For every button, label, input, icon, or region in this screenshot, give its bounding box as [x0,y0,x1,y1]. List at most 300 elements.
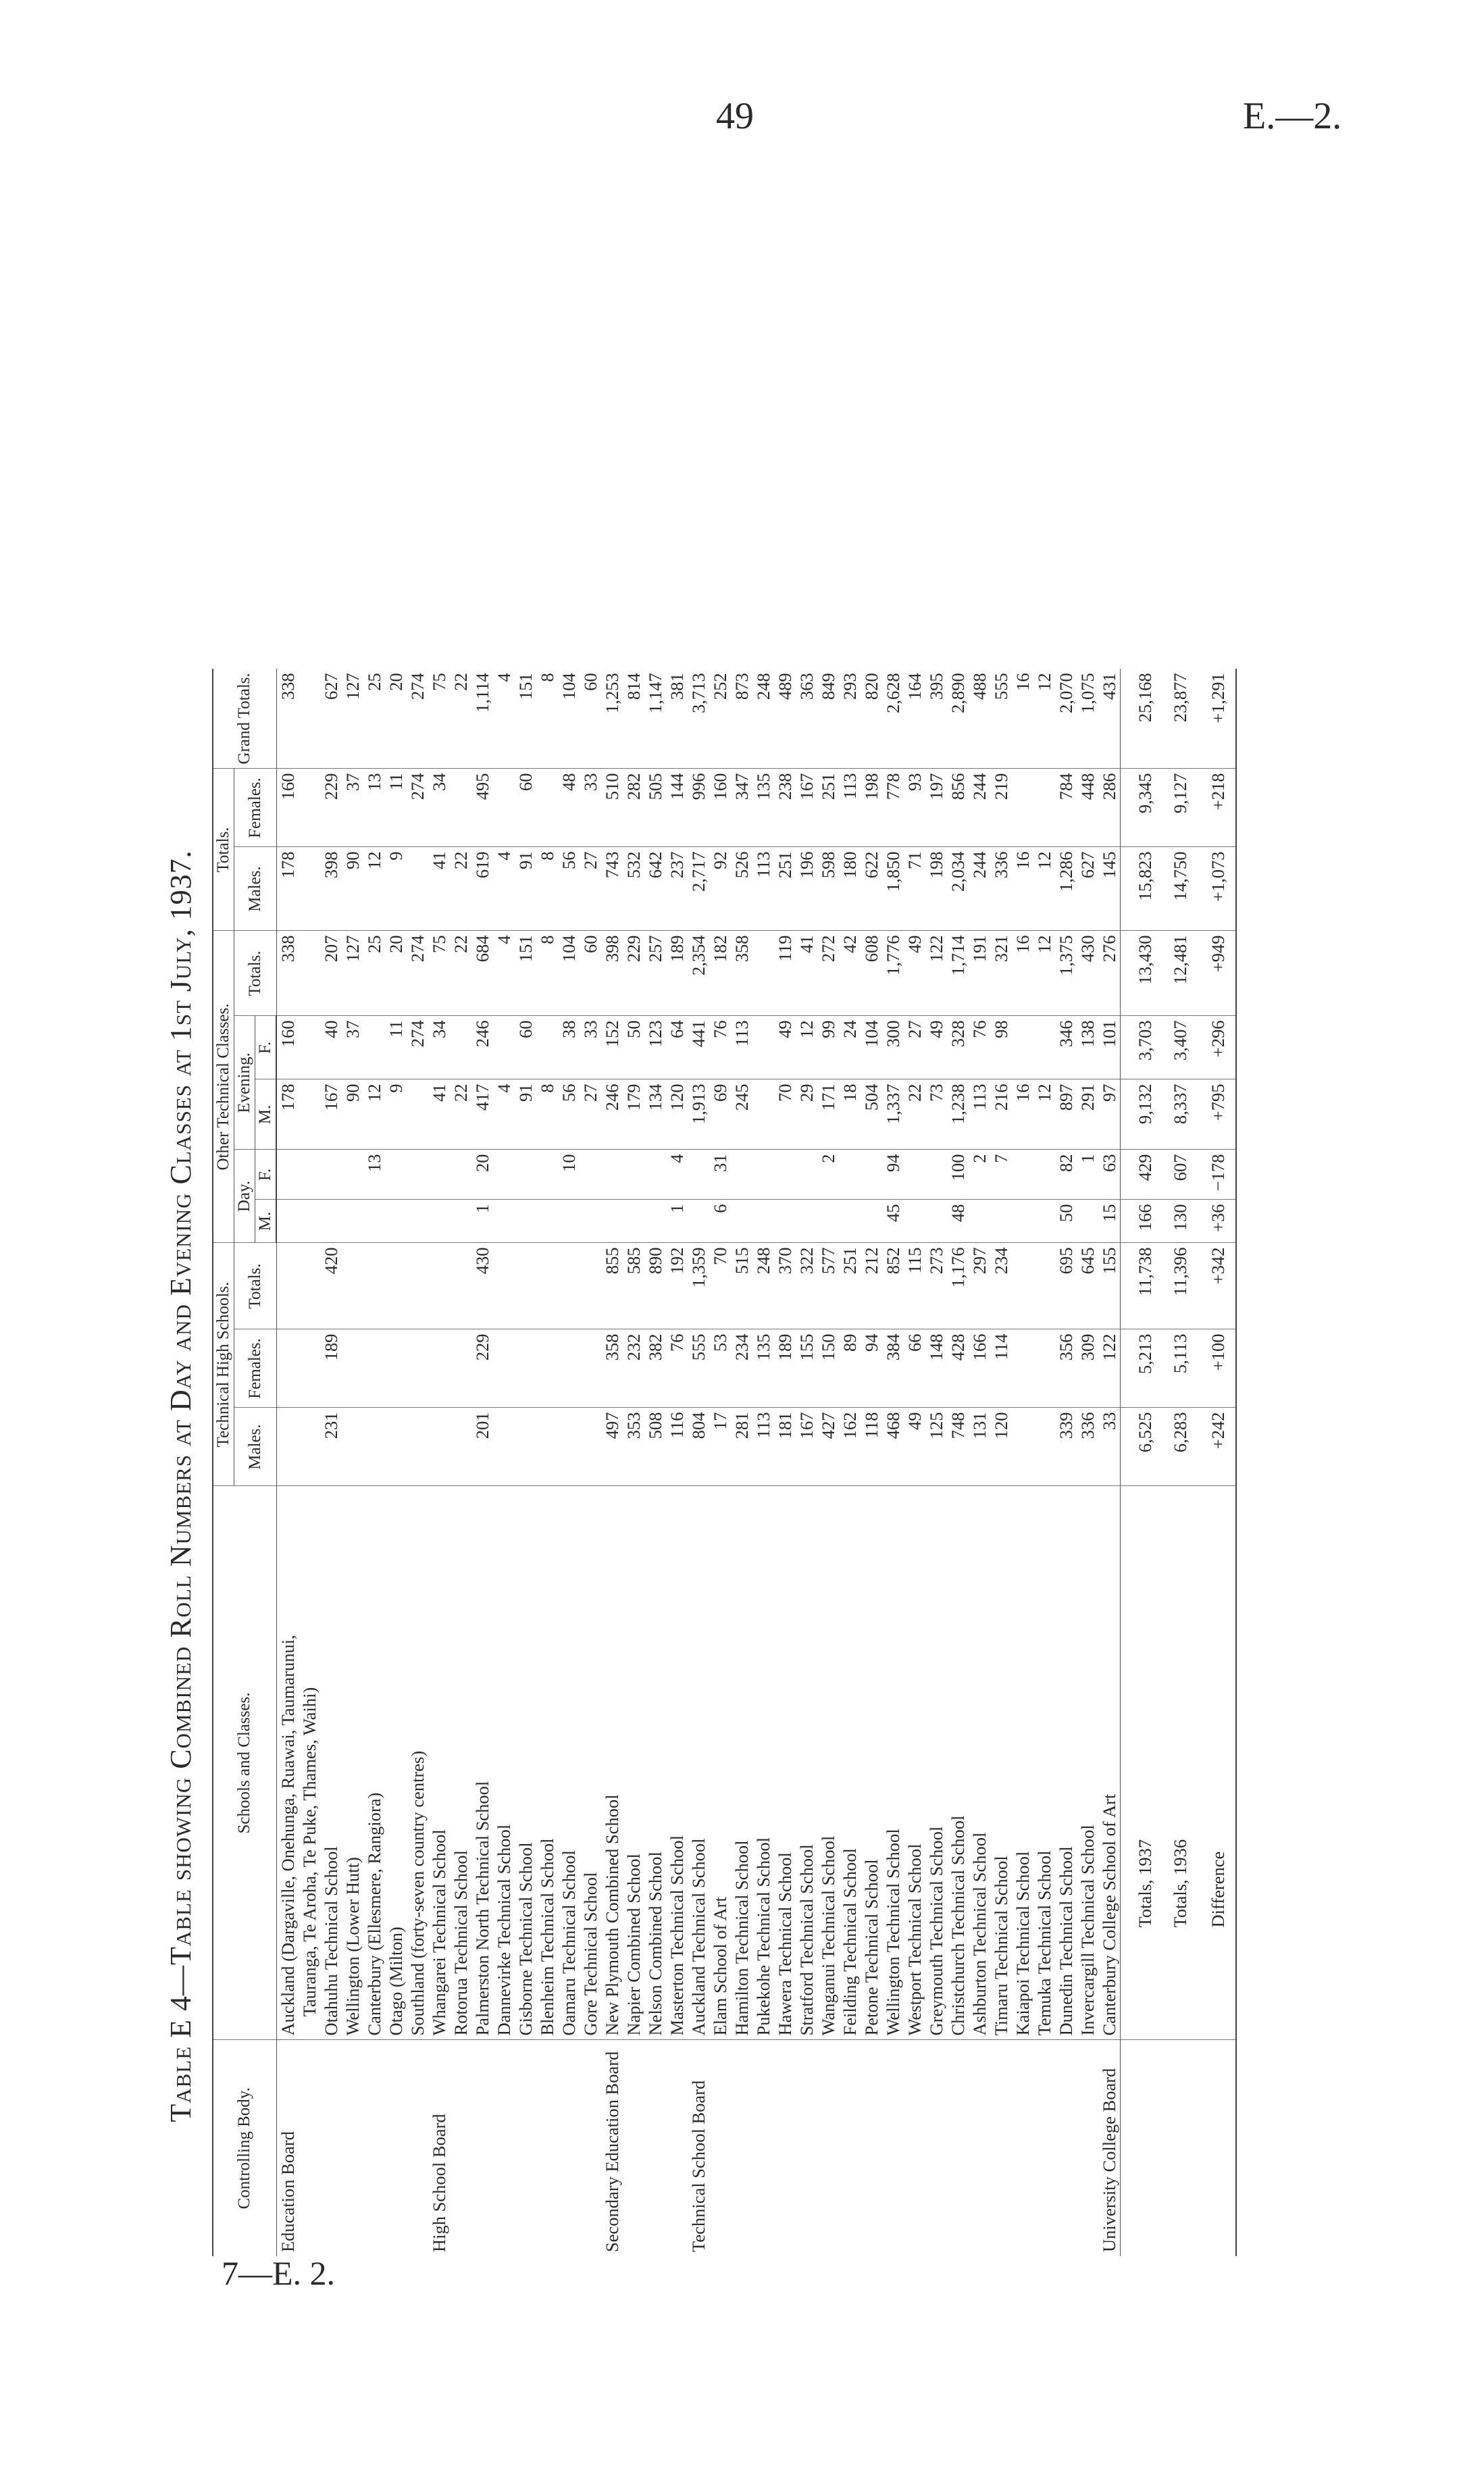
table-row [623,669,644,2256]
value-cell-thF: 135 [752,1329,774,1408]
value-cell-dM: 45 [882,1200,904,1243]
school-name-cell [882,1486,904,2040]
value-cell-oT: 430 [1077,931,1098,1016]
value-cell-thT: 322 [796,1243,817,1329]
school-name: New Plymouth Combined School [601,1794,622,2036]
value-cell-eM: 22 [450,1079,471,1150]
value-cell-tF: 9,345 [1120,769,1156,847]
school-name: Canterbury (Ellesmere, Rangiora) [363,1792,384,2036]
value-cell-tF: 48 [558,769,580,847]
value-cell-oT: 127 [342,931,363,1016]
value-cell-oT: 608 [861,931,882,1016]
value-cell-eF: 274 [407,1016,428,1079]
controlling-body-cell [493,2040,515,2256]
table-row [407,669,428,2256]
value-cell-eF: 12 [796,1016,817,1079]
value-cell-tF: 996 [688,769,709,847]
controlling-body-cell [363,2040,385,2256]
value-cell-gT: 431 [1098,673,1119,700]
value-cell-gT: 2,628 [882,673,903,713]
totals-row [1156,669,1191,2256]
table-body [276,669,1236,2256]
school-name-cell [1012,1486,1033,2040]
value-cell-gT: 555 [990,673,1011,700]
value-cell-tF [493,769,515,847]
value-cell-thF: 309 [1077,1329,1098,1408]
table-row [1055,669,1077,2256]
value-cell-tF [450,769,471,847]
value-cell-eF: +296 [1191,1016,1236,1079]
school-name: Pukekohe Technical School [752,1837,773,2036]
value-cell-dF [601,1150,623,1200]
value-cell-thF: 122 [1098,1329,1121,1408]
value-cell-thF [1012,1329,1033,1408]
value-cell-gT: 164 [904,673,925,700]
controlling-body-cell [731,2040,752,2256]
school-name-cell [666,1486,688,2040]
school-name-cell [623,1486,644,2040]
value-cell-eM: 246 [601,1079,623,1150]
value-cell-tF: 37 [342,769,363,847]
value-cell-thM: 125 [925,1408,947,1486]
value-cell-thF [515,1329,536,1408]
value-cell-dM [817,1200,839,1243]
value-cell-thF [385,1329,407,1408]
value-cell-thM: 497 [601,1408,623,1486]
value-cell-oT: 49 [904,931,925,1016]
value-cell-thF [450,1329,471,1408]
school-name: Wanganui Technical School [817,1835,838,2036]
value-cell-tM: 14,750 [1156,847,1191,931]
school-name-cell [925,1486,947,2040]
controlling-body-cell [796,2040,817,2256]
value-cell-dF: 2 [969,1150,990,1200]
value-cell-gT: 25 [363,673,384,691]
value-cell-tM: 16 [1012,847,1033,931]
controlling-body-cell [925,2040,947,2256]
table-row [536,669,558,2256]
header-other-totals: Totals. [234,931,277,1016]
value-cell-dM [839,1200,861,1243]
value-cell-eF: 49 [774,1016,796,1079]
value-cell-dM: 1 [471,1200,493,1243]
controlling-body-cell [1191,2040,1236,2256]
value-cell-gT: 16 [1012,673,1033,691]
controlling-body-cell [774,2040,796,2256]
value-cell-tM: 178 [276,847,320,931]
page-number: 49 [716,95,754,137]
value-cell-thM: 33 [1098,1408,1121,1486]
value-cell-thM: 118 [861,1408,882,1486]
header-technical-high-schools: Technical High Schools. [213,1243,234,1486]
school-name-cell [493,1486,515,2040]
value-cell-thT [493,1243,515,1329]
table-row [688,669,709,2256]
value-cell-eF: 3,703 [1120,1016,1156,1079]
value-cell-gT: 1,075 [1077,673,1098,713]
value-cell-thM: 6,283 [1156,1408,1191,1486]
value-cell-dM [644,1200,666,1243]
value-cell-eF: 346 [1055,1016,1077,1079]
value-cell-tM: 15,823 [1120,847,1156,931]
value-cell-oT: 122 [925,931,947,1016]
value-cell-eM: 1,238 [947,1079,969,1150]
school-name-cell [990,1486,1012,2040]
value-cell-dF: 4 [666,1150,688,1200]
school-name-cell [558,1486,580,2040]
difference-row [1191,669,1236,2256]
value-cell-gT: 23,877 [1169,673,1190,723]
table-row [644,669,666,2256]
value-cell-gT: 20 [385,673,406,691]
value-cell-tF: 505 [644,769,666,847]
header-day-f: F. [255,1150,277,1200]
value-cell-tM: 90 [342,847,363,931]
value-cell-dF [428,1150,450,1200]
school-name-cell [320,1486,342,2040]
value-cell-eM: 12 [363,1079,385,1150]
value-cell-thF: 189 [320,1329,342,1408]
table-row [839,669,861,2256]
controlling-body-cell [817,2040,839,2256]
value-cell-gT: 127 [342,673,363,700]
value-cell-thM: 339 [1055,1408,1077,1486]
value-cell-eF [493,1016,515,1079]
value-cell-thT: 370 [774,1243,796,1329]
value-cell-thM [536,1408,558,1486]
header-schools: Schools and Classes. [213,1486,276,2040]
controlling-body-cell [990,2040,1012,2256]
value-cell-thF: 53 [709,1329,731,1408]
table-row [990,669,1012,2256]
value-cell-gT: 75 [428,673,449,691]
value-cell-dM [752,1200,774,1243]
value-cell-thT: 273 [925,1243,947,1329]
value-cell-eM: 1,913 [688,1079,709,1150]
value-cell-eF: 64 [666,1016,688,1079]
value-cell-eF: 37 [342,1016,363,1079]
value-cell-dM [580,1200,601,1243]
value-cell-dM [1077,1200,1098,1243]
page-signature: 7—E. 2. [222,2254,336,2292]
value-cell-oT: 151 [515,931,536,1016]
value-cell-thF [558,1329,580,1408]
value-cell-gT: 627 [320,673,341,700]
value-cell-dM [407,1200,428,1243]
value-cell-oT: 12,481 [1156,931,1191,1016]
header-evening-f: F. [255,1016,277,1079]
value-cell-eF [1012,1016,1033,1079]
value-cell-tF: 135 [752,769,774,847]
value-cell-eF: 34 [428,1016,450,1079]
value-cell-gT: 151 [515,673,536,700]
value-cell-eF [1033,1016,1055,1079]
value-cell-oT: 1,375 [1055,931,1077,1016]
school-name-cell [644,1486,666,2040]
value-cell-thF: 155 [796,1329,817,1408]
value-cell-oT: 207 [320,931,342,1016]
controlling-body-cell: High School Board [428,2040,450,2256]
value-cell-tM: 237 [666,847,688,931]
school-name-cell [407,1486,428,2040]
value-cell-gT: 1,114 [471,673,492,713]
value-cell-gT: 489 [774,673,795,700]
value-cell-thF: 89 [839,1329,861,1408]
school-name-cell [385,1486,407,2040]
value-cell-oT: 1,714 [947,931,969,1016]
value-cell-eM: 897 [1055,1079,1077,1150]
controlling-body-cell [342,2040,363,2256]
value-cell-eF: 3,407 [1156,1016,1191,1079]
controlling-body-cell [1033,2040,1055,2256]
table-row [276,669,320,2256]
value-cell-dM [861,1200,882,1243]
table-row [861,669,882,2256]
value-cell-dF: 20 [471,1150,493,1200]
caption-lead: Table E 4 [164,1995,197,2122]
value-cell-dF [515,1150,536,1200]
value-cell-thM: 49 [904,1408,925,1486]
value-cell-eM: 291 [1077,1079,1098,1150]
value-cell-eM: 504 [861,1079,882,1150]
value-cell-oT: 119 [774,931,796,1016]
table-row [796,669,817,2256]
value-cell-eF [536,1016,558,1079]
value-cell-oT: 191 [969,931,990,1016]
value-cell-eM: 171 [817,1079,839,1150]
school-name: Totals, 1936 [1169,1839,1190,1928]
value-cell-dM [796,1200,817,1243]
value-cell-oT: 20 [385,931,407,1016]
school-name: Petone Technical School [861,1859,881,2036]
value-cell-thM: 281 [731,1408,752,1486]
value-cell-tM: 91 [515,847,536,931]
value-cell-tM: 92 [709,847,731,931]
controlling-body-cell [471,2040,493,2256]
school-name: Difference [1207,1851,1228,1928]
value-cell-thM: 468 [882,1408,904,1486]
header-other-technical-classes: Other Technical Classes. [213,931,234,1243]
school-name-cell [1098,1486,1121,2040]
header-day: Day. [234,1150,255,1243]
controlling-body-cell [1055,2040,1077,2256]
value-cell-thT [407,1243,428,1329]
value-cell-dM: 15 [1098,1200,1121,1243]
value-cell-oT: 8 [536,931,558,1016]
value-cell-dM [774,1200,796,1243]
value-cell-tF: 244 [969,769,990,847]
value-cell-dF [904,1150,925,1200]
value-cell-oT: 41 [796,931,817,1016]
value-cell-tM [407,847,428,931]
value-cell-eF: 99 [817,1016,839,1079]
value-cell-tM: +1,073 [1191,847,1236,931]
value-cell-tF: 160 [709,769,731,847]
value-cell-gT: 849 [817,673,838,700]
controlling-body-cell [839,2040,861,2256]
value-cell-tF: 238 [774,769,796,847]
value-cell-thF: 229 [471,1329,493,1408]
value-cell-eM: 120 [666,1079,688,1150]
school-name: Gore Technical School [580,1872,600,2036]
controlling-body-cell [580,2040,601,2256]
value-cell-dF [925,1150,947,1200]
value-cell-thT: 115 [904,1243,925,1329]
value-cell-tF: 113 [839,769,861,847]
controlling-body-cell [1012,2040,1033,2256]
value-cell-thM [428,1408,450,1486]
value-cell-oT: 257 [644,931,666,1016]
value-cell-eM: 8,337 [1156,1079,1191,1150]
value-cell-thT [450,1243,471,1329]
value-cell-thF [363,1329,385,1408]
value-cell-dM [536,1200,558,1243]
value-cell-eF: 441 [688,1016,709,1079]
school-name: Auckland (Dargaville, Onehunga, Ruawai, Taumarunui, [277,1635,298,2036]
value-cell-dM: 1 [666,1200,688,1243]
value-cell-eF: 328 [947,1016,969,1079]
header-totals-females: Females. [234,769,277,847]
value-cell-thF [1033,1329,1055,1408]
school-name-cell [969,1486,990,2040]
value-cell-thM: 120 [990,1408,1012,1486]
value-cell-tF: 219 [990,769,1012,847]
value-cell-thM [342,1408,363,1486]
controlling-body-cell [515,2040,536,2256]
value-cell-thT: 251 [839,1243,861,1329]
controlling-body-cell [450,2040,471,2256]
value-cell-eF [363,1016,385,1079]
value-cell-tF: 34 [428,769,450,847]
value-cell-eM: 22 [904,1079,925,1150]
value-cell-tM: 622 [861,847,882,931]
value-cell-dM [969,1200,990,1243]
school-name-cell [1077,1486,1098,2040]
value-cell-thT: 155 [1098,1243,1121,1329]
value-cell-thF: 5,213 [1120,1329,1156,1408]
value-cell-thM: 17 [709,1408,731,1486]
table-row [385,669,407,2256]
value-cell-oT: 229 [623,931,644,1016]
table-row [752,669,774,2256]
value-cell-thF [342,1329,363,1408]
value-cell-eM: 56 [558,1079,580,1150]
value-cell-eM: 69 [709,1079,731,1150]
table-row [774,669,796,2256]
value-cell-tM: 532 [623,847,644,931]
value-cell-thT: 297 [969,1243,990,1329]
value-cell-oT: 75 [428,931,450,1016]
value-cell-thM [450,1408,471,1486]
value-cell-dM: 48 [947,1200,969,1243]
value-cell-dM [623,1200,644,1243]
value-cell-thT: 11,396 [1156,1243,1191,1329]
school-name-cell [861,1486,882,2040]
controlling-body-cell [666,2040,688,2256]
value-cell-gT: 2,890 [947,673,968,713]
value-cell-gT: 22 [450,673,471,691]
school-name: Rotorua Technical School [450,1850,471,2036]
controlling-body-cell: Technical School Board [688,2040,709,2256]
value-cell-thT: 577 [817,1243,839,1329]
school-name-cell [342,1486,363,2040]
value-cell-eF: 76 [969,1016,990,1079]
value-cell-eM [752,1079,774,1150]
value-cell-gT: 381 [666,673,687,700]
school-name: Greymouth Technical School [925,1826,946,2036]
value-cell-thM: 353 [623,1408,644,1486]
value-cell-thT: 1,176 [947,1243,969,1329]
school-name: Otahuhu Technical School [320,1846,341,2036]
school-name-cell [796,1486,817,2040]
controlling-body-cell [558,2040,580,2256]
value-cell-dF: 2 [817,1150,839,1200]
value-cell-dM: 166 [1120,1200,1156,1243]
value-cell-tF [1012,769,1033,847]
school-name-cell [774,1486,796,2040]
value-cell-gT: 60 [580,673,600,691]
value-cell-dM [558,1200,580,1243]
value-cell-thM: 162 [839,1408,861,1486]
value-cell-eF: 246 [471,1016,493,1079]
totals-row [1120,669,1156,2256]
value-cell-dF [796,1150,817,1200]
school-name-cell [731,1486,752,2040]
table-row [925,669,947,2256]
school-name-cell [1055,1486,1077,2040]
value-cell-eF: 160 [276,1016,320,1079]
value-cell-thT: 890 [644,1243,666,1329]
value-cell-thM: 116 [666,1408,688,1486]
value-cell-tM: 9 [385,847,407,931]
value-cell-dM [320,1200,342,1243]
value-cell-eF: 60 [515,1016,536,1079]
value-cell-eM: 70 [774,1079,796,1150]
value-cell-thF: 232 [623,1329,644,1408]
controlling-body-cell [1077,2040,1098,2256]
school-name-cell [601,1486,623,2040]
value-cell-thT [1033,1243,1055,1329]
school-name: Dunedin Technical School [1055,1846,1076,2036]
value-cell-tM: 642 [644,847,666,931]
value-cell-eF: 49 [925,1016,947,1079]
value-cell-eM: 4 [493,1079,515,1150]
value-cell-tF: 495 [471,769,493,847]
school-name: Temuka Technical School [1033,1850,1054,2036]
controlling-body-cell: Secondary Education Board [601,2040,623,2256]
value-cell-eF: 24 [839,1016,861,1079]
value-cell-eM: 12 [1033,1079,1055,1150]
value-cell-oT: 338 [276,931,320,1016]
school-name: Canterbury College School of Art [1098,1793,1119,2036]
value-cell-eM: 417 [471,1079,493,1150]
value-cell-thT [428,1243,450,1329]
controlling-body-cell [320,2040,342,2256]
value-cell-tF: 60 [515,769,536,847]
table-row [709,669,731,2256]
value-cell-eF: 27 [904,1016,925,1079]
table-row [666,669,688,2256]
school-name-cell [471,1486,493,2040]
value-cell-thM: 231 [320,1408,342,1486]
value-cell-eM: 134 [644,1079,666,1150]
value-cell-dF [1012,1150,1033,1200]
controlling-body-cell [752,2040,774,2256]
value-cell-eM: 18 [839,1079,861,1150]
value-cell-thM: 748 [947,1408,969,1486]
value-cell-eM [407,1079,428,1150]
value-cell-eM: 90 [342,1079,363,1150]
